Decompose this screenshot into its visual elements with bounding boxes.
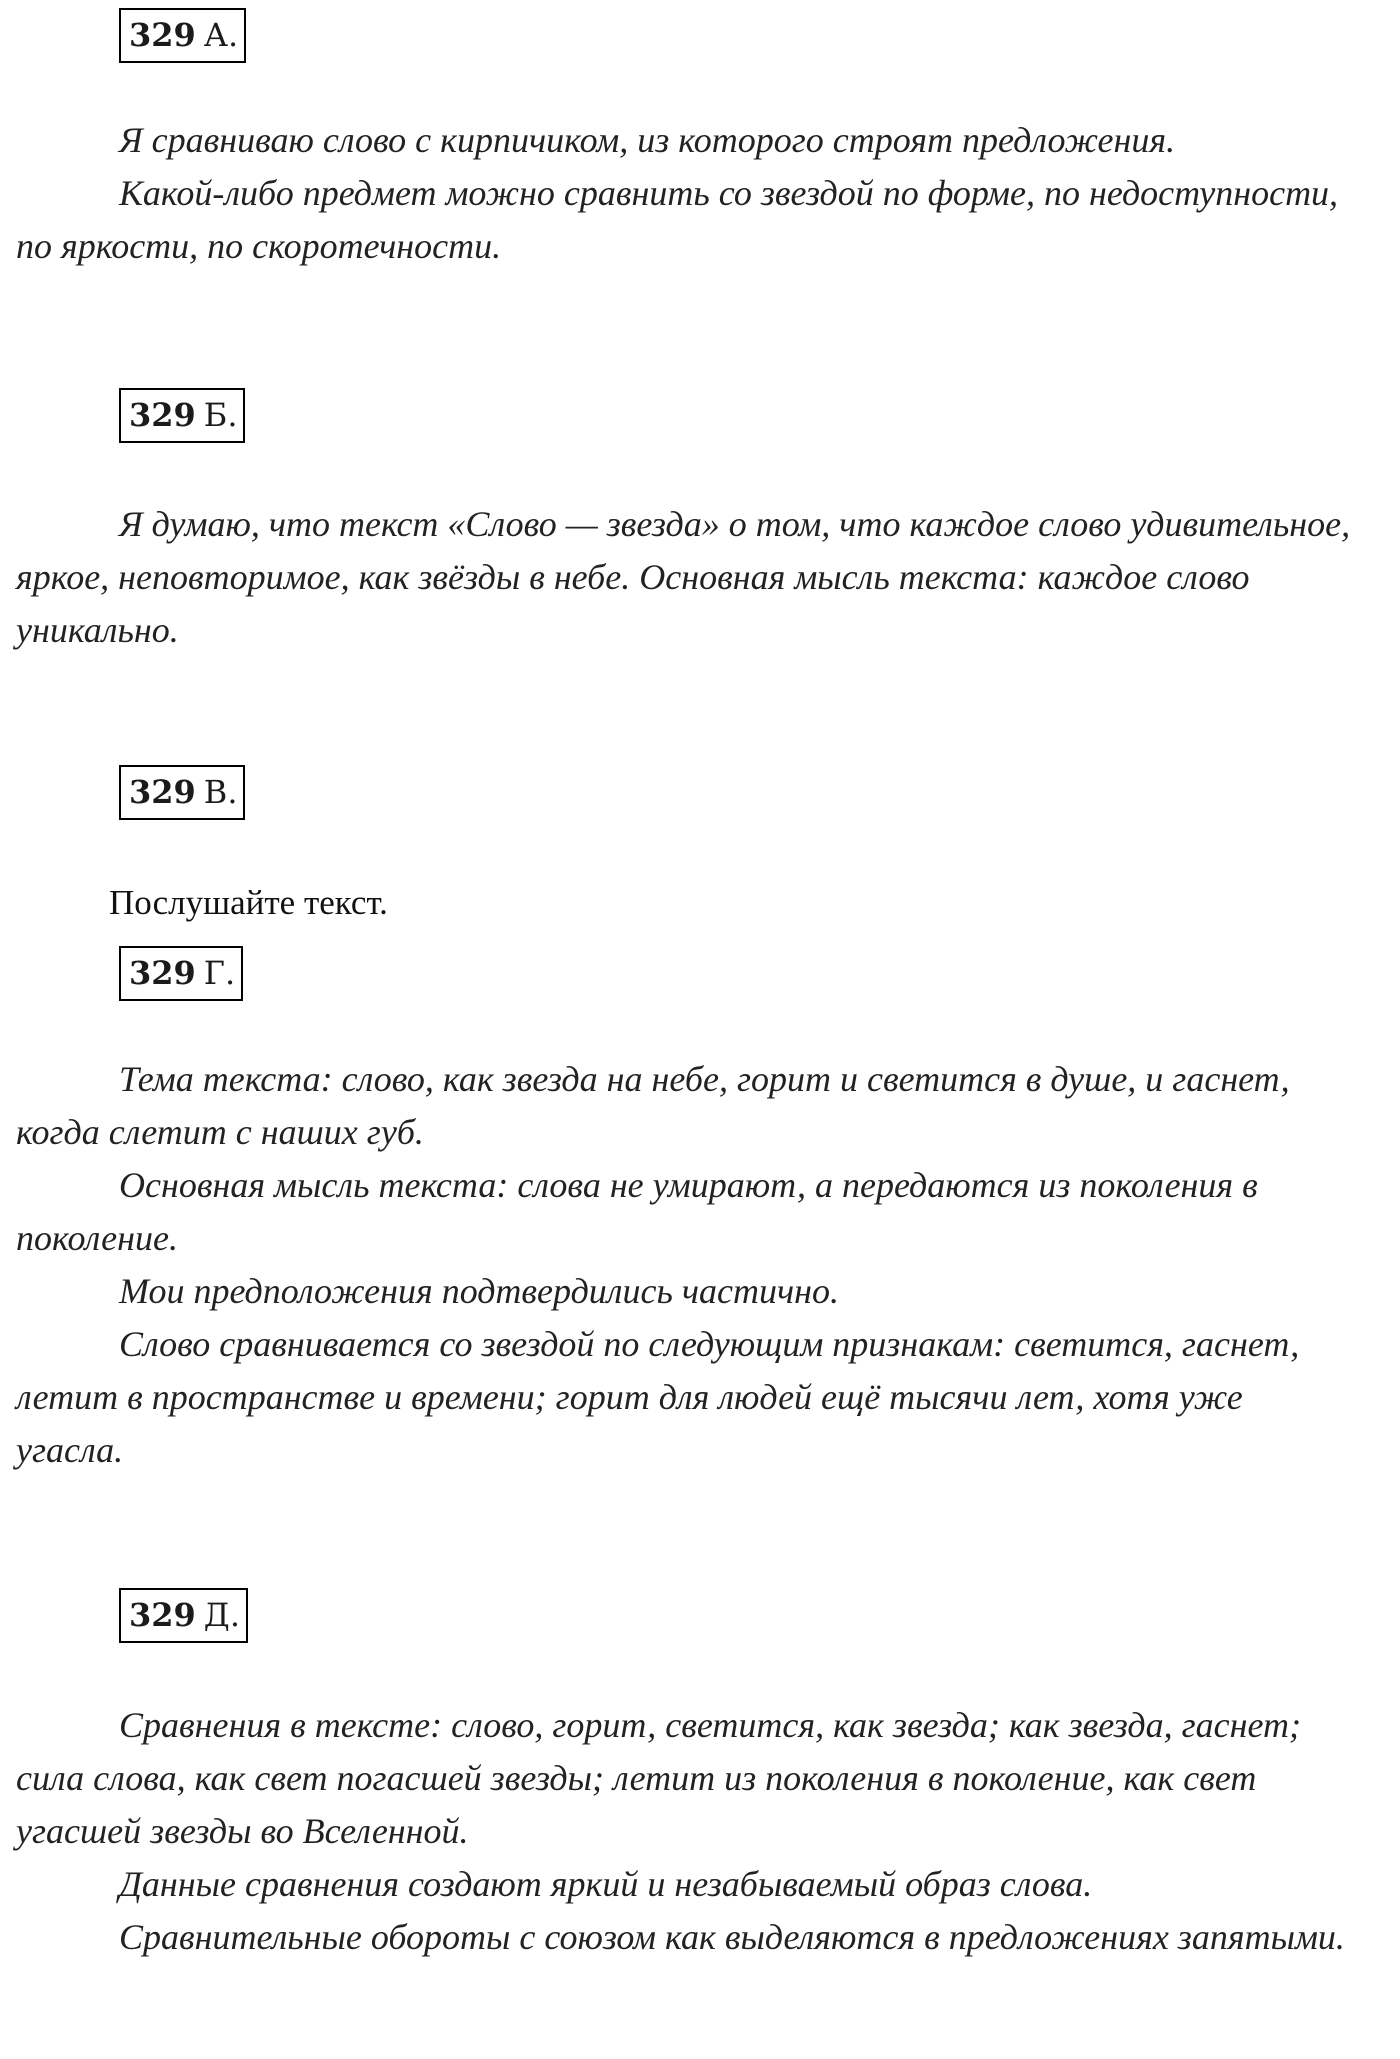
answer-d [16,1699,1356,1964]
instruction-v: Послушайте текст. [109,883,388,922]
exercise-letter: Б. [203,395,238,434]
answer-b [16,498,1356,657]
exercise-number: 329 [129,15,196,54]
exercise-label-g [119,946,243,1001]
answer-a-paragraph-2: Какой-либо предмет можно сравнить со звездой по форме, по недоступности, по яркости, по скоротечности. [16,173,1339,266]
exercise-number: 329 [129,772,196,811]
answer-g-paragraph-2: Основная мысль текста: слова не умирают, а передаются из поколения в поколение. [16,1165,1258,1258]
exercise-letter: Г. [203,953,236,992]
answer-g-paragraph-3: Мои предположения подтвердились частично. [119,1271,840,1311]
exercise-label-b [119,388,245,443]
exercise-letter: А. [203,15,239,54]
exercise-label-d [119,1588,248,1643]
answer-d-paragraph-1: Сравнения в тексте: слово, горит, светится, как звезда; как звезда, гаснет; сила слова, как свет погасшей звезды; летит из поколения в поколение, как свет угасшей звезды во Вселенной. [16,1705,1301,1851]
exercise-number: 329 [129,953,196,992]
answer-g [16,1053,1356,1477]
answer-d-paragraph-3: Сравнительные обороты с союзом как выделяются в предложениях запятыми. [119,1917,1345,1957]
answer-b-paragraph-1: Я думаю, что текст «Слово — звезда» о том, что каждое слово удивительное, яркое, неповторимое, как звёзды в небе. Основная мысль текста: каждое слово уникально. [16,504,1351,650]
answer-g-paragraph-4: Слово сравнивается со звездой по следующим признакам: светится, гаснет, летит в пространстве и времени; горит для людей ещё тысячи лет, хотя уже угасла. [16,1324,1300,1470]
exercise-number: 329 [129,395,196,434]
answer-a [16,114,1356,273]
answer-a-paragraph-1: Я сравниваю слово с кирпичиком, из которого строят предложения. [119,120,1176,160]
answer-d-paragraph-2: Данные сравнения создают яркий и незабываемый образ слова. [119,1864,1093,1904]
exercise-number: 329 [129,1595,196,1634]
exercise-letter: В. [203,772,238,811]
exercise-label-v [119,765,245,820]
exercise-label-a [119,8,246,63]
answer-g-paragraph-1: Тема текста: слово, как звезда на небе, горит и светится в душе, и гаснет, когда слетит с наших губ. [16,1059,1290,1152]
exercise-letter: Д. [203,1595,240,1634]
